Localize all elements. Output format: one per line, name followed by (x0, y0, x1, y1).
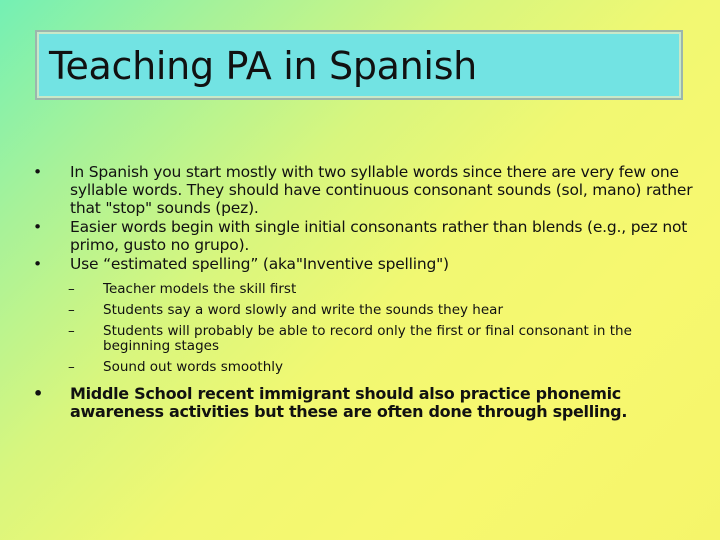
sub-bullet-text: Teacher models the skill first (103, 281, 297, 297)
bullet-text: Use “estimated spelling” (aka"Inventive spelling") (70, 255, 449, 273)
bullet-marker: • (33, 218, 42, 236)
sub-bullet-item (30, 282, 700, 297)
bullet-item (30, 218, 700, 254)
sub-bullet-list (30, 282, 700, 375)
sub-bullet-marker: – (68, 323, 75, 339)
bullet-text: In Spanish you start mostly with two syllable words since there are very few one syllable words. They should have continuous consonant sounds (sol, mano) rather that "stop" sounds (pez). (70, 163, 693, 217)
sub-bullet-marker: – (68, 302, 75, 318)
sub-bullet-item (30, 303, 700, 318)
sub-bullet-item (30, 324, 700, 354)
bullet-marker: • (33, 163, 42, 181)
bullet-text: Middle School recent immigrant should also practice phonemic awareness activities but these are often done through spelling. (70, 384, 628, 421)
bullet-item (30, 255, 700, 273)
sub-bullet-text: Sound out words smoothly (103, 359, 284, 375)
sub-bullet-text: Students will probably be able to record only the first or final consonant in the beginning stages (103, 323, 632, 354)
bullet-marker: • (33, 255, 42, 273)
sub-bullet-marker: – (68, 281, 75, 297)
bullet-text: Easier words begin with single initial consonants rather than blends (e.g., pez not primo, gusto no grupo). (70, 218, 688, 254)
slide-content (30, 163, 700, 421)
sub-bullet-text: Students say a word slowly and write the sounds they hear (103, 302, 503, 318)
title-box (35, 30, 683, 100)
bullet-marker: • (33, 384, 43, 403)
slide-title: Teaching PA in Spanish (49, 44, 477, 88)
bullet-item (30, 163, 700, 217)
bullet-item-emphasis (30, 385, 700, 421)
sub-bullet-item (30, 360, 700, 375)
sub-bullet-marker: – (68, 359, 75, 375)
